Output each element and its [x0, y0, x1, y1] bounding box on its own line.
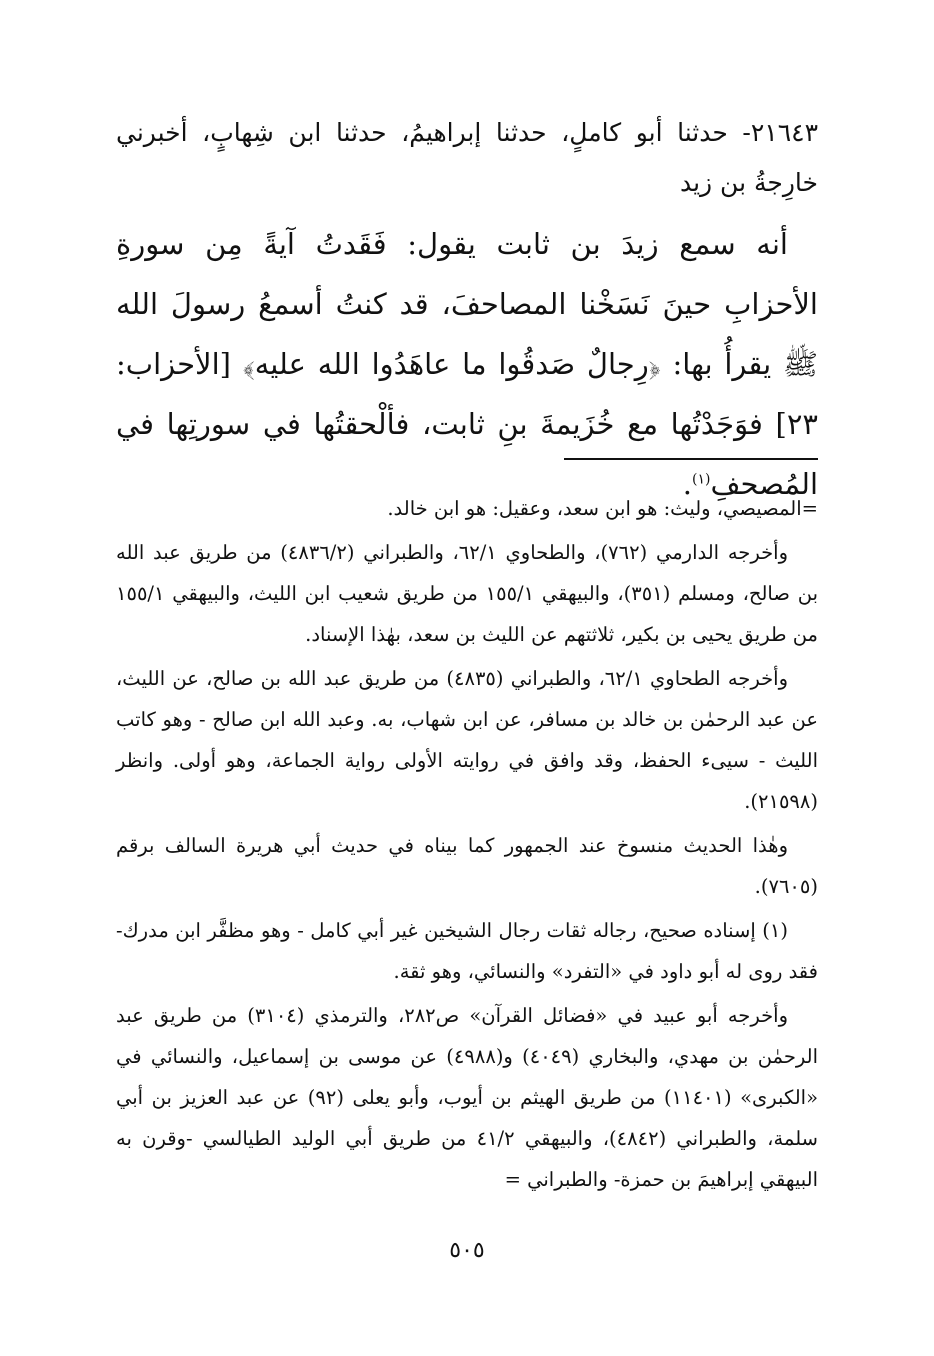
footnote-paragraph: وأخرجه أبو عبيد في «فضائل القرآن» ص٢٨٢، والترمذي (٣١٠٤) من طريق عبد الرحمٰن بن مهدي، والبخاري (٤٠٤٩) و(٤٩٨٨) عن موسى بن إسماعيل، والنسائي في «الكبرى» (١١٤٠١) من طريق الهيثم بن أيوب، وأبو يعلى (٩٢) عن عبد العزيز بن أبي سلمة، والطبراني (٤٨٤٢)، والبيهقي ٤١/٢ من طريق أبي الوليد الطيالسي -وقرن به البيهقي إبراهيمَ بن حمزة- والطبراني = [116, 1004, 818, 1191]
hadith-matn-text: أنه سمع زيدَ بن ثابت يقول: فَقَدتُ آيةً مِن سورةِ الأحزابِ حينَ نَسَخْنا المصاحفَ، قد كنتُ أسمعُ رسولَ الله ﷺ يقرأُ بها: ﴿رِجالٌ صَدقُوا ما عاهَدُوا الله عليه﴾ [الأحزاب: ٢٣] فوَجَدْتُها مع خُزَيمةَ بنِ ثابت، فألْحقتُها في سورتِها في المُصحفِ [116, 227, 818, 501]
hadith-end-mark: . [682, 467, 692, 501]
page-number: ٥٠٥ [449, 1238, 485, 1263]
hadith-matn [116, 214, 818, 514]
hadith-isnad: ٢١٦٤٣- حدثنا أبو كاملٍ، حدثنا إبراهيمُ، حدثنا ابن شِهابٍ، أخبرني خارِجةُ بن زيد [116, 118, 818, 197]
footnote-paragraph: وهٰذا الحديث منسوخ عند الجمهور كما بيناه في حديث أبي هريرة السالف برقم (٧٦٠٥). [116, 834, 818, 898]
footnote-paragraph: وأخرجه الطحاوي ٦٢/١، والطبراني (٤٨٣٥) من طريق عبد الله بن صالح، عن الليث، عن عبد الرحمٰن بن خالد بن مسافر، عن ابن شهاب، به. وعبد الله ابن صالح - وهو كاتب الليث - سيىء الحفظ، وقد وافق في روايته الأولى رواية الجماعة، وهو أولى. وانظر (٢١٥٩٨). [116, 667, 818, 813]
footnote-separator [564, 458, 818, 460]
footnote-reference: (١) [691, 471, 711, 488]
hadith-text [116, 108, 818, 514]
footnotes [116, 488, 818, 1203]
footnote-paragraph: وأخرجه الدارمي (٧٦٢)، والطحاوي ٦٢/١، والطبراني (٤٨٣٦/٢) من طريق عبد الله بن صالح، ومسلم (٣٥١)، والبيهقي ١٥٥/١ من طريق شعيب ابن الليث، والبيهقي ١٥٥/١ من طريق يحيى بن بكير، ثلاثتهم عن الليث بن سعد، بهٰذا الإسناد. [116, 541, 818, 646]
footnote-continuation: =المصيصي، وليث: هو ابن سعد، وعقيل: هو ابن خالد. [387, 497, 818, 520]
footnote-1: (١) إسناده صحيح، رجاله ثقات رجال الشيخين غير أبي كامل - وهو مظفَّر ابن مدرك- فقد روى له أبو داود في «التفرد» والنسائي، وهو ثقة. [116, 919, 818, 983]
